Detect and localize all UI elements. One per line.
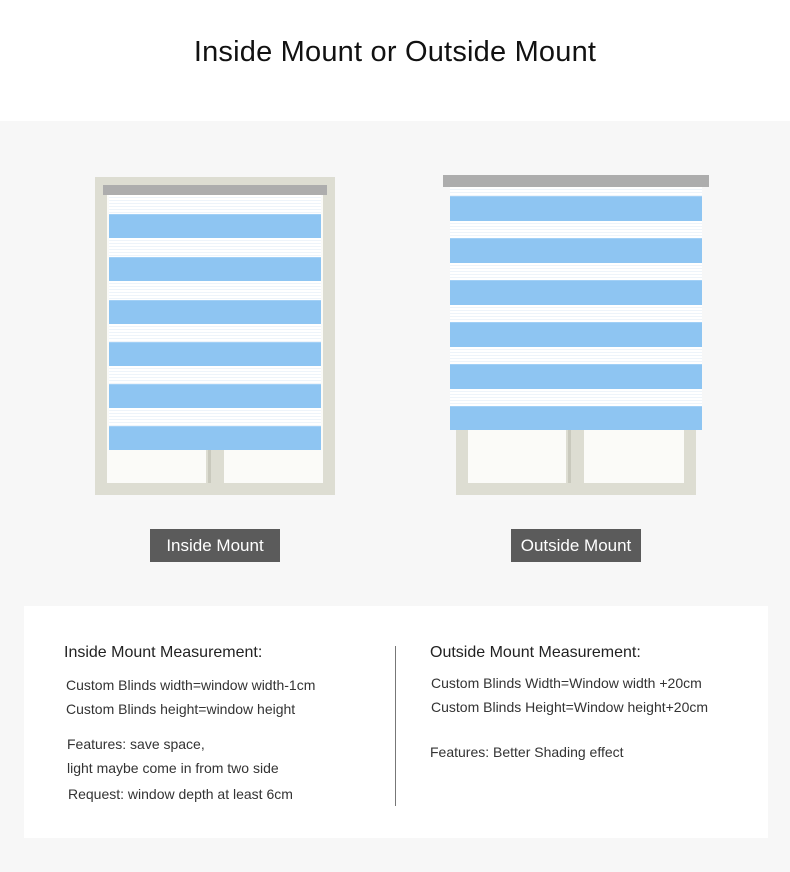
measurement-info-card (24, 606, 768, 838)
inside-feature-line: Features: save space, (67, 736, 205, 752)
inside-request-line: Request: window depth at least 6cm (68, 786, 293, 802)
page-title: Inside Mount or Outside Mount (193, 36, 597, 68)
sheer-stripe (109, 238, 321, 257)
inside-height-rule: Custom Blinds height=window height (66, 701, 296, 717)
blind-slat (450, 364, 702, 389)
sheer-stripe (450, 389, 702, 406)
sheer-stripe (109, 366, 321, 384)
sheer-stripe (450, 347, 702, 364)
window-sash-line (208, 449, 211, 483)
outside-blind-fabric (450, 187, 702, 430)
headrail (443, 175, 709, 187)
outside-mount-illustration (443, 175, 709, 495)
sheer-stripe (109, 324, 321, 342)
inside-mount-label: Inside Mount (150, 529, 280, 562)
inside-mount-illustration (95, 177, 335, 495)
blind-slat (109, 300, 321, 324)
inside-measurement-heading: Inside Mount Measurement: (64, 644, 263, 661)
sheer-stripe (450, 305, 702, 322)
outside-mount-label: Outside Mount (511, 529, 641, 562)
inside-blind-fabric (109, 195, 321, 450)
column-divider (395, 646, 396, 806)
blind-slat (109, 426, 321, 450)
headrail (103, 185, 327, 195)
outside-width-rule: Custom Blinds Width=Window width +20cm (431, 675, 702, 691)
outside-height-rule: Custom Blinds Height=Window height+20cm (431, 699, 709, 715)
blind-slat (109, 384, 321, 408)
sheer-stripe (450, 187, 702, 196)
inside-width-rule: Custom Blinds width=window width-1cm (66, 677, 316, 693)
blind-slat (450, 196, 702, 221)
blind-slat (109, 257, 321, 281)
blind-slat (450, 280, 702, 305)
sheer-stripe (109, 195, 321, 214)
sheer-stripe (109, 281, 321, 300)
window-sash-line (568, 427, 571, 483)
blind-slat (109, 214, 321, 238)
outside-feature-line: Features: Better Shading effect (430, 744, 624, 760)
blind-slat (450, 406, 702, 430)
sheer-stripe (109, 408, 321, 426)
blind-slat (450, 322, 702, 347)
sheer-stripe (450, 263, 702, 280)
sheer-stripe (450, 221, 702, 238)
inside-feature-detail: light maybe come in from two side (67, 760, 279, 776)
blind-slat (450, 238, 702, 263)
outside-measurement-heading: Outside Mount Measurement: (430, 644, 641, 661)
blind-slat (109, 342, 321, 366)
